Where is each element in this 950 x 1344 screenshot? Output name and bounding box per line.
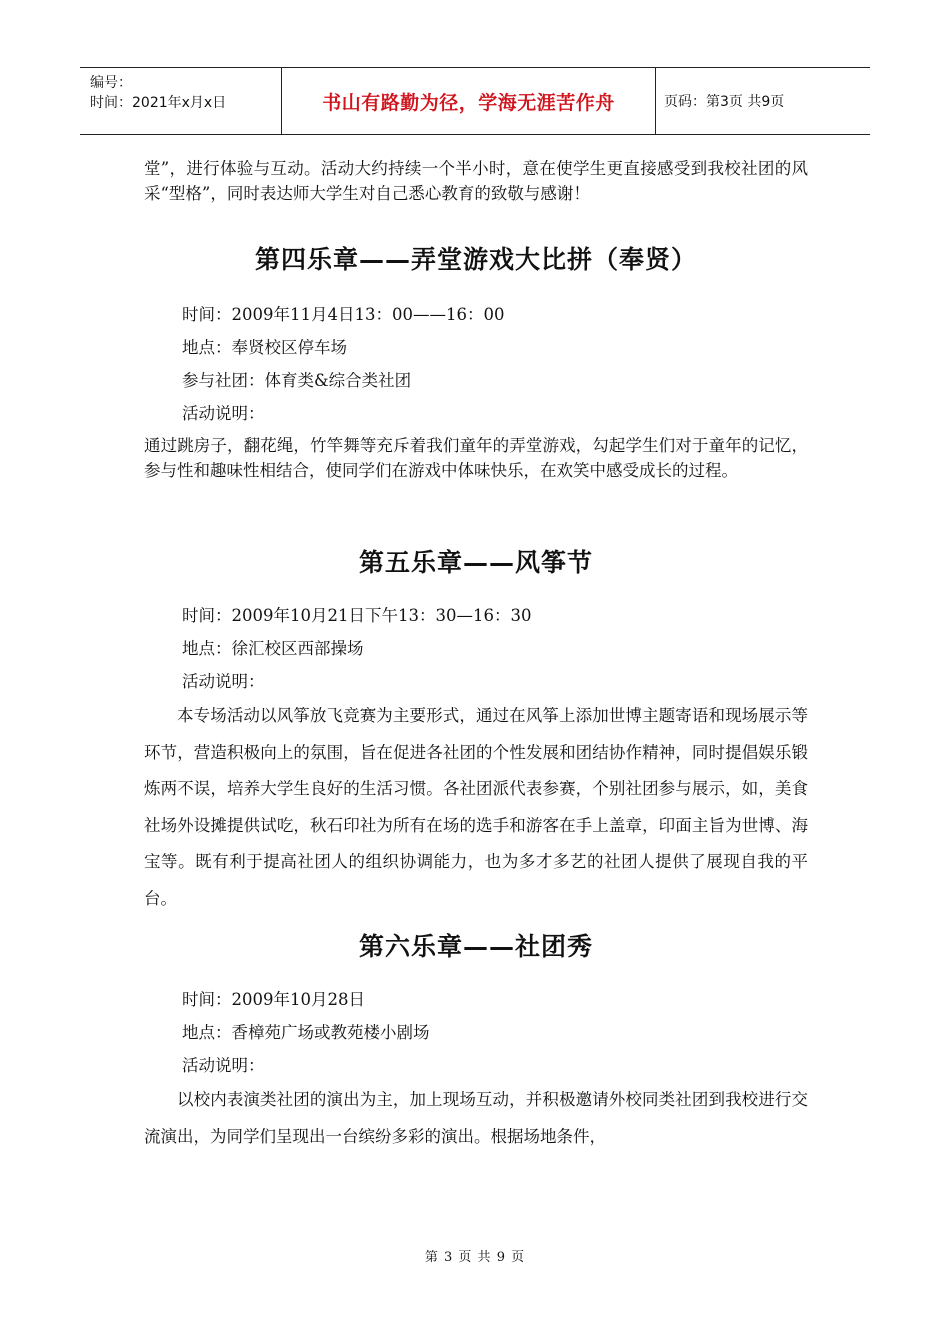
page-header (80, 67, 870, 135)
chapter-4-desc-label: 活动说明： (182, 404, 265, 423)
page-footer: 第 3 页 共 9 页 (424, 1250, 526, 1265)
chapter-5-description: 本专场活动以风筝放飞竞赛为主要形式，通过在风筝上添加世博主题寄语和现场展示等环节，营造积极向上的氛围，旨在促进各社团的个性发展和团结协作精神，同时提倡娱乐锻炼两不误，培养大学生良好的生活习惯。各社团派代表参赛，个别社团参与展示，如，美食社场外设摊提供试吃，秋石印社为所有在场的选手和游客在手上盖章，印面主旨为世博、海宝等。既有利于提高社团人的组织协调能力，也为多才多艺的社团人提供了展现自我的平台。 (144, 706, 808, 908)
chapter-5-desc-label: 活动说明： (182, 672, 265, 691)
chapter-5-time: 时间：2009年10月21日下午13：30—16：30 (182, 606, 532, 625)
header-meta (80, 68, 282, 134)
chapter-6-time: 时间：2009年10月28日 (182, 990, 365, 1009)
chapter-6-description: 以校内表演类社团的演出为主，加上现场互动，并积极邀请外校同类社团到我校进行交流演出，为同学们呈现出一台缤纷多彩的演出。根据场地条件， (144, 1090, 808, 1146)
chapter-5-place: 地点：徐汇校区西部操场 (182, 639, 364, 658)
chapter-4-clubs: 参与社团：体育类&综合类社团 (182, 371, 412, 390)
header-number: 编号： (90, 75, 132, 91)
chapter-4-place: 地点：奉贤校区停车场 (182, 338, 347, 357)
document-body (144, 156, 808, 1155)
chapter-5-title: 第五乐章——风筝节 (358, 548, 593, 577)
header-page-number: 页码：第3页 共9页 (664, 94, 785, 110)
chapter-4-description: 通过跳房子，翻花绳，竹竿舞等充斥着我们童年的弄堂游戏，勾起学生们对于童年的记忆，参与性和趣味性相结合，使同学们在游戏中体味快乐，在欢笑中感受成长的过程。 (144, 436, 808, 480)
chapter-4-time: 时间：2009年11月4日13：00——16：00 (182, 305, 505, 324)
intro-paragraph: 堂”，进行体验与互动。活动大约持续一个半小时，意在使学生更直接感受到我校社团的风采“型格”，同时表达师大学生对自己悉心教育的致敬与感谢！ (144, 159, 808, 203)
chapter-6-title: 第六乐章——社团秀 (358, 932, 593, 961)
header-motto: 书山有路勤为径，学海无涯苦作舟 (282, 68, 656, 134)
chapter-4-title: 第四乐章——弄堂游戏大比拼（奉贤） (254, 245, 697, 274)
chapter-6-place: 地点：香樟苑广场或教苑楼小剧场 (182, 1023, 430, 1042)
chapter-6-desc-label: 活动说明： (182, 1056, 265, 1075)
header-date: 时间：2021年x月x日 (90, 95, 227, 111)
